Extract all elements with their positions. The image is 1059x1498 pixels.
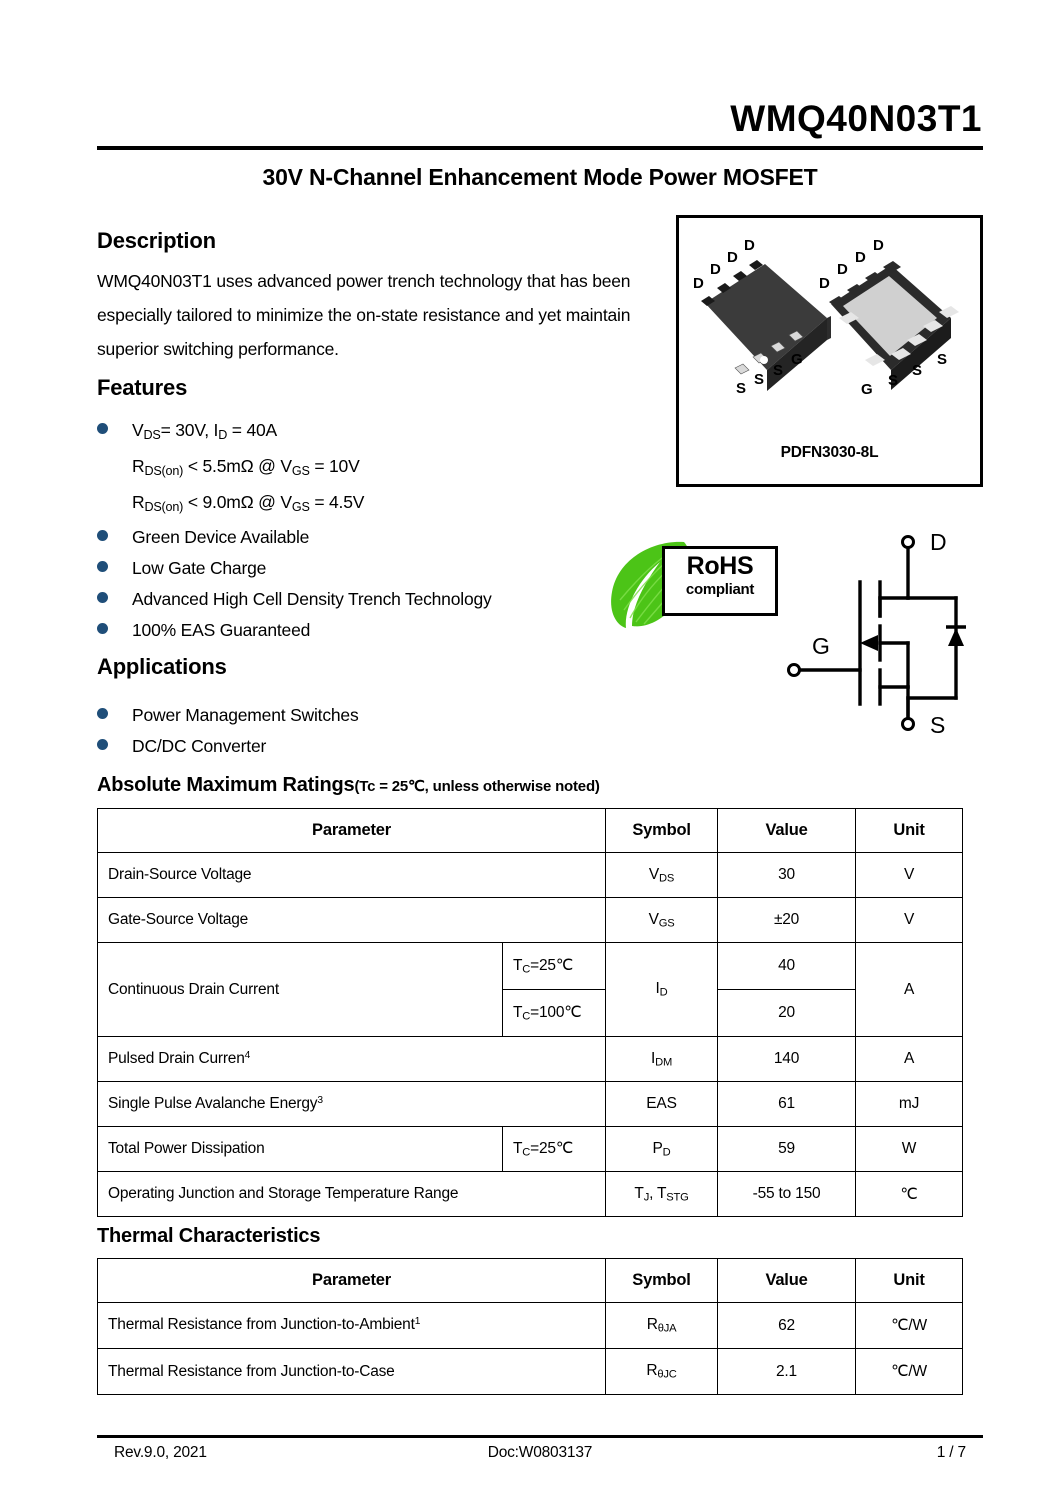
cell-value: 62	[718, 1303, 856, 1349]
feature-item	[97, 487, 667, 523]
bullet-icon	[97, 708, 108, 719]
page-footer	[97, 1444, 983, 1462]
svg-text:S: S	[912, 362, 923, 379]
cell-value: ±20	[718, 898, 856, 943]
rohs-badge	[606, 538, 786, 630]
feature-item	[97, 522, 667, 553]
cell-parameter: Drain-Source Voltage	[98, 853, 606, 898]
cell-symbol: $P_D$	[606, 1127, 718, 1172]
thermal-characteristics-table	[97, 1258, 963, 1395]
svg-text:G: G	[861, 381, 873, 398]
feature-item	[97, 415, 667, 451]
cell-symbol: $I_D$	[606, 943, 718, 1037]
cell-unit: mJ	[856, 1082, 963, 1127]
column-header: Symbol	[606, 809, 718, 853]
cell-value: 40	[718, 943, 856, 990]
table-header-row	[98, 1259, 963, 1303]
svg-text:D: D	[930, 529, 947, 555]
cell-value: 2.1	[718, 1349, 856, 1395]
svg-text:S: S	[773, 362, 784, 379]
cell-parameter: Operating Junction and Storage Temperature Range	[98, 1172, 606, 1217]
feature-item-label: $V_{DS}= 30V$, $I_D = 40A$	[132, 420, 277, 442]
cell-parameter: Single Pulse Avalanche Energy$^3$	[98, 1082, 606, 1127]
cell-symbol: $R_{\theta JC}$	[606, 1349, 718, 1395]
svg-text:D: D	[744, 237, 755, 254]
table-row	[98, 943, 963, 990]
bullet-icon	[97, 561, 108, 572]
rohs-label: RoHS	[686, 552, 754, 580]
svg-text:D: D	[710, 261, 721, 278]
cell-parameter: Pulsed Drain Curren$^4$	[98, 1037, 606, 1082]
bullet-icon	[97, 623, 108, 634]
application-item-label: DC/DC Converter	[132, 736, 267, 756]
applications-heading: Applications	[97, 654, 227, 679]
table-row	[98, 853, 963, 898]
cell-value: 20	[718, 990, 856, 1037]
footer-revision: Rev.9.0, 2021	[114, 1444, 207, 1461]
cell-condition: $T_C=25℃$	[503, 1127, 606, 1172]
cell-value: 61	[718, 1082, 856, 1127]
svg-text:D: D	[727, 249, 738, 266]
thermal-heading: Thermal Characteristics	[97, 1225, 321, 1247]
feature-item-label: Low Gate Charge	[132, 558, 267, 579]
description-body: WMQ40N03T1 uses advanced power trench technology that has been especially tailored to minimize the on-state resistance and yet maintain superior switching performance.	[97, 271, 631, 359]
svg-text:D: D	[693, 275, 704, 292]
bullet-icon	[97, 423, 108, 434]
column-header: Parameter	[98, 809, 606, 853]
table-row	[98, 898, 963, 943]
feature-item-label: 100% EAS Guaranteed	[132, 620, 311, 641]
svg-text:G: G	[791, 351, 803, 368]
feature-item	[97, 451, 667, 487]
column-header: Value	[718, 1259, 856, 1303]
feature-item-label: $R_{DS(on)} < 9.0m\Omega$ @ $V_{GS} = 4.5V$	[132, 491, 365, 514]
cell-parameter: Thermal Resistance from Junction-to-Case	[98, 1349, 606, 1395]
column-header: Value	[718, 809, 856, 853]
bullet-icon	[97, 530, 108, 541]
footer-doc-id: Doc:W0803137	[487, 1444, 593, 1461]
application-item	[97, 700, 667, 731]
cell-value: 59	[718, 1127, 856, 1172]
mosfet-schematic	[760, 520, 990, 745]
feature-item-label: $R_{DS(on)} < 5.5m\Omega$ @ $V_{GS} = 10V$	[132, 455, 360, 478]
table-row	[98, 1172, 963, 1217]
cell-value: -55 to 150	[718, 1172, 856, 1217]
page-title: WMQ40N03T1	[730, 98, 982, 139]
cell-symbol: $V_{DS}$	[606, 853, 718, 898]
cell-condition: $T_C=25℃$	[503, 943, 606, 990]
cell-unit: ℃/W	[856, 1349, 963, 1395]
cell-value: 30	[718, 853, 856, 898]
cell-parameter: Total Power Dissipation	[98, 1127, 503, 1172]
footer-divider	[97, 1435, 983, 1438]
column-header: Unit	[856, 809, 963, 853]
cell-condition: $T_C=100℃$	[503, 990, 606, 1037]
svg-text:S: S	[888, 372, 899, 389]
cell-unit: V	[856, 898, 963, 943]
table-row	[98, 1303, 963, 1349]
abs-max-ratings-table	[97, 808, 963, 1217]
cell-unit: V	[856, 853, 963, 898]
applications-list	[97, 700, 667, 762]
svg-text:S: S	[736, 380, 747, 397]
table-row	[98, 1349, 963, 1395]
cell-parameter: Continuous Drain Current	[98, 943, 503, 1037]
cell-symbol: $I_{DM}$	[606, 1037, 718, 1082]
cell-unit: A	[856, 1037, 963, 1082]
svg-text:S: S	[754, 371, 765, 388]
abs-max-heading-main: Absolute Maximum Ratings	[97, 774, 355, 796]
table-row	[98, 1037, 963, 1082]
package-image-box	[676, 215, 983, 487]
cell-unit: ℃	[856, 1172, 963, 1217]
svg-text:D: D	[855, 249, 866, 266]
svg-text:D: D	[819, 275, 830, 292]
cell-symbol: $R_{\theta JA}$	[606, 1303, 718, 1349]
abs-max-heading-note: (Tc = 25℃, unless otherwise noted)	[354, 778, 600, 795]
cell-unit: A	[856, 943, 963, 1037]
bullet-icon	[97, 592, 108, 603]
table-row	[98, 1127, 963, 1172]
cell-parameter: Thermal Resistance from Junction-to-Ambient$^1$	[98, 1303, 606, 1349]
svg-text:D: D	[837, 261, 848, 278]
abs-max-heading	[97, 774, 600, 797]
feature-item	[97, 584, 667, 615]
svg-text:G: G	[812, 633, 830, 659]
svg-text:S: S	[930, 712, 946, 738]
cell-symbol: $V_{GS}$	[606, 898, 718, 943]
cell-symbol: $T_J$, $T_{STG}$	[606, 1172, 718, 1217]
application-item	[97, 731, 667, 762]
feature-item-label: Advanced High Cell Density Trench Technology	[132, 589, 492, 610]
feature-item-label: Green Device Available	[132, 527, 310, 548]
cell-value: 140	[718, 1037, 856, 1082]
table-row	[98, 1082, 963, 1127]
header-divider	[97, 146, 983, 150]
column-header: Symbol	[606, 1259, 718, 1303]
footer-page-num: 1 / 7	[936, 1444, 966, 1461]
application-item-label: Power Management Switches	[132, 705, 359, 725]
cell-parameter: Gate-Source Voltage	[98, 898, 606, 943]
cell-unit: ℃/W	[856, 1303, 963, 1349]
svg-text:D: D	[873, 237, 884, 254]
description-heading: Description	[97, 228, 216, 253]
svg-text:S: S	[937, 351, 948, 368]
features-heading: Features	[97, 375, 188, 400]
table-header-row	[98, 809, 963, 853]
cell-unit: W	[856, 1127, 963, 1172]
feature-item	[97, 615, 667, 646]
column-header: Unit	[856, 1259, 963, 1303]
package-caption: PDFN3030-8L	[780, 444, 879, 461]
cell-symbol: EAS	[606, 1082, 718, 1127]
column-header: Parameter	[98, 1259, 606, 1303]
mosfet-symbol	[760, 520, 990, 745]
rohs-compliant-label: compliant	[685, 581, 755, 598]
page-subtitle: 30V N-Channel Enhancement Mode Power MOSFET	[262, 164, 818, 190]
bullet-icon	[97, 739, 108, 750]
features-list	[97, 415, 667, 646]
feature-item	[97, 553, 667, 584]
